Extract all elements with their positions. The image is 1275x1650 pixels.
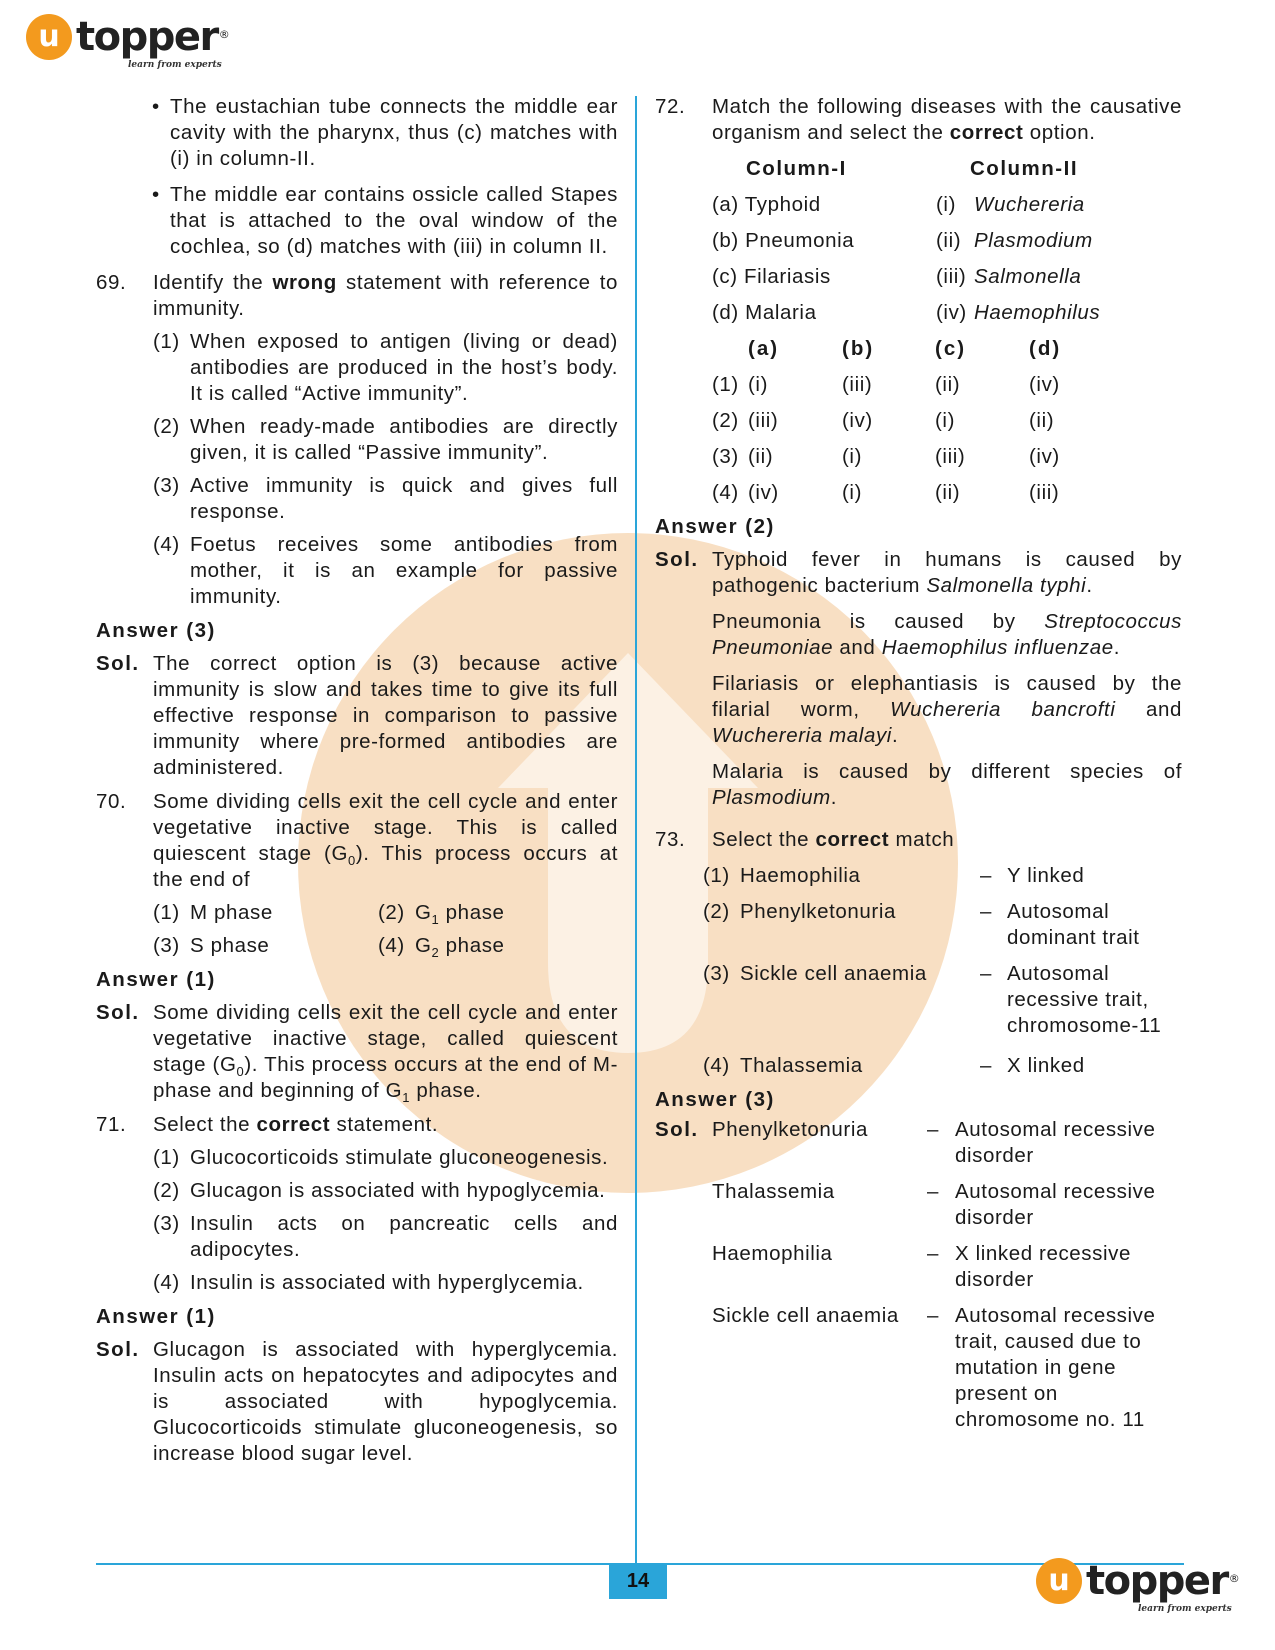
solution-paragraph: Malaria is caused by different species of Plasmodium. [712,760,1182,809]
brand-logo-footer [1036,1558,1240,1614]
option: (3) Insulin acts on pancreatic cells and adipocytes. [153,1212,618,1261]
answer: Answer (2) [655,515,775,538]
question-73: 73. Select the correct match [655,827,1182,853]
option: (2) When ready-made antibodies are directly given, it is called “Passive immunity”. [153,415,618,464]
answer: Answer (1) [96,1305,216,1328]
solution-row: Haemophilia – X linked recessive disorder [712,1242,1132,1291]
brand-wordmark: topper ® learn from experts [76,14,230,70]
brand-tagline: learn from experts [1137,1604,1232,1614]
option-row [153,900,618,926]
option: (4) Foetus receives some antibodies from mother, it is an example for passive immunity. [153,533,618,608]
option: (2) $G_1$ phase [378,901,505,928]
solution: Sol. Glucagon is associated with hyperglycemia. Insulin acts on hepatocytes and adipocytes and is associated with hypoglycemia. Glucocorticoids stimulate gluconeogenesis, so increase blood sugar level. [96,1338,618,1465]
answer-grid: (a) (b) (c) (d) (1) (i) (iii) (ii) (iv) (2) (iii) (iv) (i) (ii) (3) (ii) (i) (iii) (iv) (4) (iv) (i) (ii) (iii) [712,337,1062,504]
question-69: 69. Identify the wrong statement with reference to immunity. [96,271,618,320]
answer: Answer (1) [96,968,216,991]
right-column [655,94,1182,1433]
solution: Sol. The correct option is (3) because active immunity is slow and takes time to give its full effective response in comparison to passive immunity where pre-formed antibodies are administered. [96,652,618,779]
u-circle-icon: u [26,14,72,60]
match-row: (b) Pneumonia (ii) Plasmodium [712,229,1093,252]
column-divider [635,96,637,1566]
match-row: (d) Malaria (iv) Haemophilus [712,301,1101,324]
option: (3) Sickle cell anaemia – Autosomal recessive trait, chromosome-11 [703,962,1162,1037]
solution: Sol. Typhoid fever in humans is caused by pathogenic bacterium Salmonella typhi. [655,548,1182,597]
option: (3) Active immunity is quick and gives full response. [153,474,618,523]
match-row: (a) Typhoid (i) Wuchereria [712,193,1085,216]
question-71: 71. Select the correct statement. [96,1112,618,1138]
left-column [96,94,618,1467]
solution: Sol. Some dividing cells exit the cell cycle and enter vegetative inactive stage, called quiescent stage $(G_0)$. This process occurs at the end of M-phase and beginning of $G_1$ phase. [96,1001,618,1106]
brand-tagline: learn from experts [127,60,222,70]
question-text: Select the correct statement. [153,1113,439,1136]
option: (1) M phase [153,901,273,924]
option: (2) Glucagon is associated with hypoglycemia. [153,1179,606,1202]
option: (4) $G_2$ phase [378,934,505,961]
brand-wordmark: topper ® learn from experts [1086,1558,1240,1614]
option: (1) Glucocorticoids stimulate gluconeogenesis. [153,1146,609,1169]
option: (1) When exposed to antigen (living or dead) antibodies are produced in the host’s body. It is called “Active immunity”. [153,330,618,405]
question-72: 72. Match the following diseases with the causative organism and select the correct option. [655,95,1182,144]
solution-row: Sickle cell anaemia – Autosomal recessive trait, caused due to mutation in gene present on chromosome no. 11 [712,1304,1156,1431]
solution-paragraph: Pneumonia is caused by Streptococcus Pneumoniae and Haemophilus influenzae. [712,610,1182,659]
page-number: 14 [609,1563,667,1599]
question-text: Match the following diseases with the causative organism and select the correct option. [712,95,1182,144]
option: (4) Insulin is associated with hyperglycemia. [153,1271,584,1294]
option: (4) Thalassemia – X linked [703,1054,1085,1077]
bullet-item: • The middle ear contains ossicle called Stapes that is attached to the oval window of the cochlea, so (d) matches with (iii) in column II. [152,183,618,258]
option: (2) Phenylketonuria – Autosomal dominant trait [703,900,1140,949]
answer: Answer (3) [96,619,216,642]
match-row: (c) Filariasis (iii) Salmonella [712,265,1082,288]
solution-paragraph: Filariasis or elephantiasis is caused by the filarial worm, Wuchereria bancrofti and Wuchereria malayi. [712,672,1182,747]
option: (1) Haemophilia – Y linked [703,864,1085,887]
answer: Answer (3) [655,1088,775,1111]
brand-logo [26,14,230,70]
question-text: Select the correct match [712,828,955,851]
match-table-header: Column-I Column-II [746,157,1079,180]
option-row [153,933,618,959]
bullet-item: • The eustachian tube connects the middle ear cavity with the pharynx, thus (c) matches with (i) in column-II. [152,95,618,170]
question-70: 70. Some dividing cells exit the cell cycle and enter vegetative inactive stage. This is called quiescent stage $(G_0)$. This process occurs at the end of [96,790,619,891]
solution-row: Thalassemia – Autosomal recessive disorder [712,1180,1156,1229]
question-text: Some dividing cells exit the cell cycle and enter vegetative inactive stage. This is called quiescent stage $(G_0)$. This process occurs at the end of [153,790,619,891]
question-text: Identify the wrong statement with reference to immunity. [153,271,618,320]
option: (3) S phase [153,934,270,957]
u-circle-icon: u [1036,1558,1082,1604]
solution-row: Sol. Phenylketonuria – Autosomal recessive disorder [655,1118,1156,1167]
